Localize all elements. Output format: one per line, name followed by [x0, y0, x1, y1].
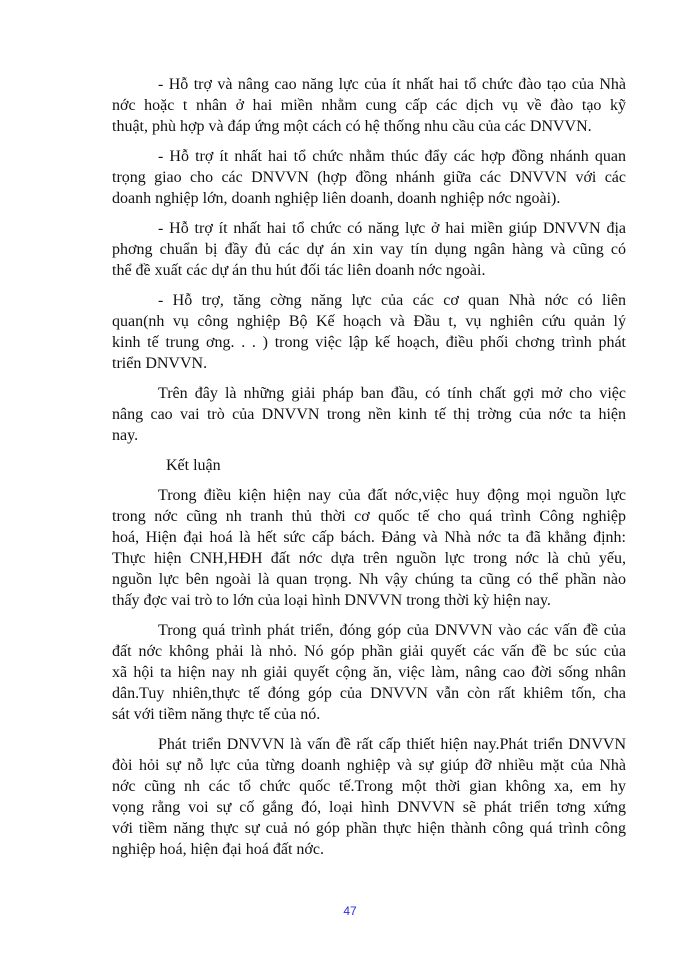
text-line: thuật, phù hợp và đáp ứng một cách có hệ thống nhu cầu của các DNVVN.: [112, 118, 592, 135]
text-line: nớc hoặc t nhân ở hai miền nhằm cung cấp các dịch vụ về đào tạo kỹ: [112, 97, 626, 114]
text-line: - Hỗ trợ ít nhất hai tổ chức có năng lực ở hai miền giúp DNVVN địa: [158, 220, 626, 237]
text-line: đất nớc không phải là nhỏ. Nó góp phần giải quyết các vấn đề bc súc của: [112, 643, 626, 660]
paragraph: [112, 74, 626, 137]
text-line: nghiệp hoá, hiện đại hoá đất nớc.: [112, 841, 324, 858]
heading-conclusion: Kết luận: [166, 457, 221, 474]
text-line: doanh nghiệp lớn, doanh nghiệp liên doanh, doanh nghiệp nớc ngoài).: [112, 190, 561, 207]
text-line: Phát triển DNVVN là vấn đề rất cấp thiết hiện nay.Phát triển DNVVN: [158, 736, 626, 753]
section-solutions: [112, 74, 626, 446]
text-line: thấy đợc vai trò to lớn của loại hình DNVVN trong thời kỳ hiện nay.: [112, 592, 551, 609]
paragraph: [112, 620, 626, 725]
text-line: quan(nh vụ công nghiệp Bộ Kế hoạch và Đầu t, vụ nghiên cứu quản lý: [112, 313, 626, 330]
text-line: - Hỗ trợ và nâng cao năng lực của ít nhất hai tổ chức đào tạo của Nhà: [158, 76, 626, 93]
text-line: nâng cao vai trò của DNVVN trong nền kinh tế thị trờng của nớc ta hiện: [112, 406, 626, 423]
paragraph: [112, 218, 626, 281]
text-line: vọng rằng voi sự cố gắng đó, loại hình DNVVN sẽ phát triển tơng xứng: [112, 799, 626, 816]
text-line: đòi hỏi sự nỗ lực của từng doanh nghiệp và sự giúp đỡ nhiều mặt của Nhà: [112, 757, 626, 774]
text-line: nớc cũng nh các tổ chức quốc tế.Trong một thời gian không xa, em hy: [112, 778, 626, 795]
text-line: thể đề xuất các dự án thu hút đối tác liên doanh nớc ngoài.: [112, 262, 486, 279]
page-number: 47: [343, 904, 357, 918]
paragraph: [112, 734, 626, 860]
document-body: [112, 74, 626, 869]
text-line: triển DNVVN.: [112, 355, 208, 372]
text-line: nguồn lực bên ngoài là quan trọng. Nh vậy chúng ta cũng có thể phần nào: [112, 571, 626, 588]
text-line: dân.Tuy nhiên,thực tế đóng góp của DNVVN vẫn còn rất khiêm tốn, cha: [112, 685, 626, 702]
text-line: trong nớc cũng nh tranh thủ thời cơ quốc tế cho quá trình Công nghiệp: [112, 508, 626, 525]
text-line: - Hỗ trợ ít nhất hai tổ chức nhằm thúc đẩy các hợp đồng nhánh quan: [158, 148, 626, 165]
text-line: xã hội ta hiện nay nh giải quyết cộng ăn, việc làm, nâng cao đời sống nhân: [112, 664, 626, 681]
paragraph: [112, 383, 626, 446]
paragraph: [112, 146, 626, 209]
section-conclusion: [112, 485, 626, 860]
text-line: Trong điều kiện hiện nay của đất nớc,việc huy động mọi nguồn lực: [158, 487, 626, 504]
text-line: hoá, Hiện đại hoá là hết sức cấp bách. Đảng và Nhà nớc ta đã khẳng định:: [112, 529, 626, 546]
text-line: Trong quá trình phát triển, đóng góp của DNVVN vào các vấn đề của: [158, 622, 626, 639]
paragraph: [112, 485, 626, 611]
text-line: Trên đây là những giải pháp ban đầu, có tính chất gợi mở cho việc: [158, 385, 626, 402]
text-line: phơng chuẩn bị đầy đủ các dự án xin vay tín dụng ngân hàng và cũng có: [112, 241, 626, 258]
text-line: trọng giao cho các DNVVN (hợp đồng nhánh giữa các DNVVN với các: [112, 169, 626, 186]
text-line: sát với tiềm năng thực tế của nó.: [112, 706, 321, 723]
text-line: kinh tế trung ơng. . . ) trong việc lập kế hoạch, điều phối chơng trình phát: [112, 334, 626, 351]
text-line: với tiềm năng thực sự cuả nó góp phần thực hiện thành công quá trình công: [112, 820, 626, 837]
text-line: - Hỗ trợ, tăng cờng năng lực của các cơ quan Nhà nớc có liên: [158, 292, 626, 309]
text-line: Thực hiện CNH,HĐH đất nớc dựa trên nguồn lực trong nớc là chủ yếu,: [112, 550, 626, 567]
text-line: nay.: [112, 427, 139, 444]
paragraph: [112, 290, 626, 374]
